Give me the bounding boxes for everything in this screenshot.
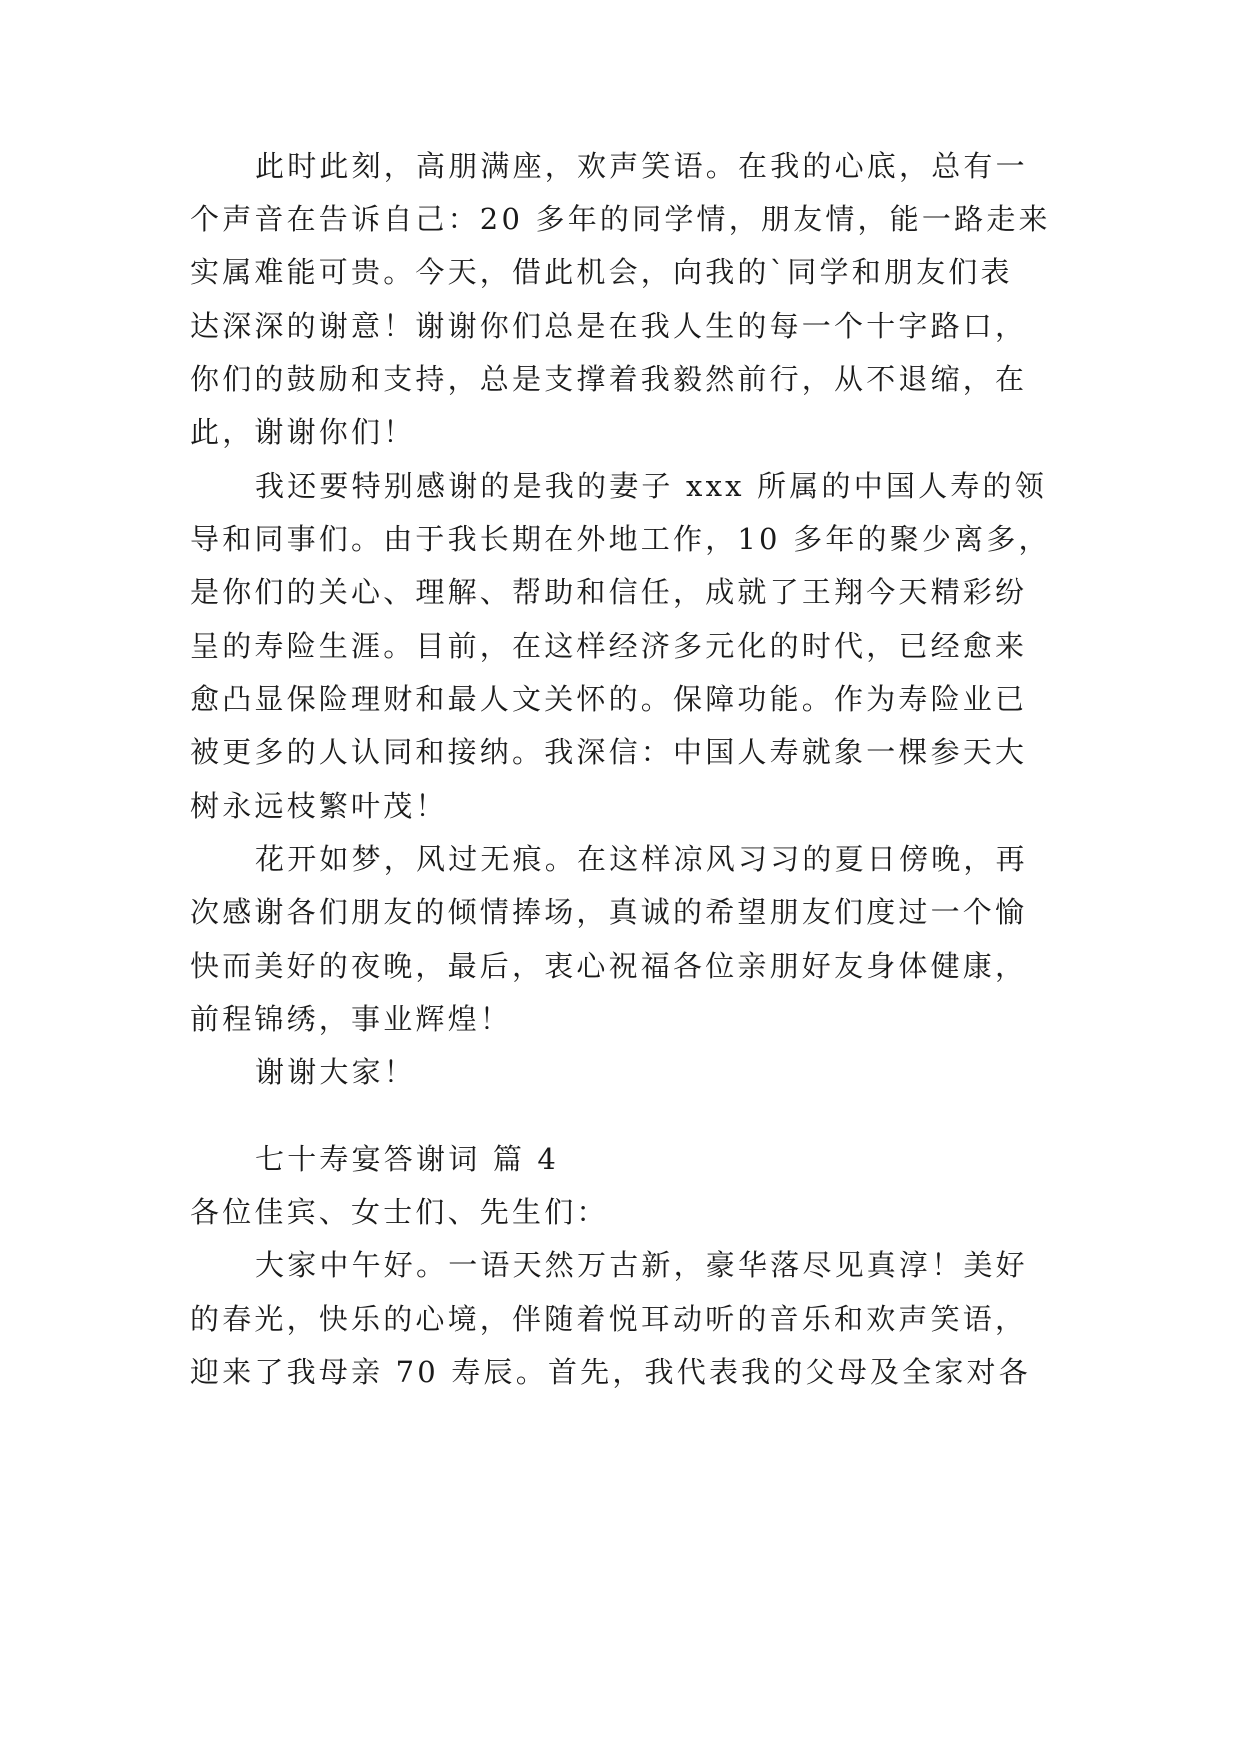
paragraph-2-line-7: 树永远枝繁叶茂！ <box>190 789 448 823</box>
section-heading: 七十寿宴答谢词 篇 4 <box>255 1142 560 1176</box>
paragraph-3-line-2: 次感谢各们朋友的倾情捧场，真诚的希望朋友们度过一个愉 <box>190 895 1028 929</box>
paragraph-2-line-3: 是你们的关心、理解、帮助和信任，成就了王翔今天精彩纷 <box>190 575 1028 609</box>
paragraph-3-line-1: 花开如梦，风过无痕。在这样凉风习习的夏日傍晚，再 <box>255 842 1028 876</box>
paragraph-1-line-1: 此时此刻，高朋满座，欢声笑语。在我的心底，总有一 <box>255 149 1028 183</box>
paragraph-3-line-3: 快而美好的夜晚，最后，衷心祝福各位亲朋好友身体健康， <box>190 949 1028 983</box>
paragraph-2-line-4: 呈的寿险生涯。目前，在这样经济多元化的时代，已经愈来 <box>190 629 1028 663</box>
paragraph-2-line-2: 导和同事们。由于我长期在外地工作，10 多年的聚少离多， <box>190 522 1051 556</box>
paragraph-2-line-6: 被更多的人认同和接纳。我深信：中国人寿就象一棵参天大 <box>190 735 1028 769</box>
paragraph-3-line-4: 前程锦绣，事业辉煌！ <box>190 1002 513 1036</box>
salutation: 各位佳宾、女士们、先生们： <box>190 1195 609 1229</box>
final-paragraph-line-1: 大家中午好。一语天然万古新，豪华落尽见真淳！美好 <box>255 1248 1028 1282</box>
paragraph-1-line-3: 实属难能可贵。今天，借此机会，向我的`同学和朋友们表 <box>190 255 1013 289</box>
final-paragraph-line-2: 的春光，快乐的心境，伴随着悦耳动听的音乐和欢声笑语， <box>190 1302 1028 1336</box>
final-paragraph-line-3: 迎来了我母亲 70 寿辰。首先，我代表我的父母及全家对各 <box>190 1355 1031 1389</box>
paragraph-2-line-5: 愈凸显保险理财和最人文关怀的。保障功能。作为寿险业已 <box>190 682 1028 716</box>
paragraph-2-line-1: 我还要特别感谢的是我的妻子 xxx 所属的中国人寿的领 <box>255 469 1047 503</box>
paragraph-1-line-4: 达深深的谢意！谢谢你们总是在我人生的每一个十字路口， <box>190 309 1028 343</box>
paragraph-4-line-1: 谢谢大家！ <box>255 1055 417 1089</box>
paragraph-1-line-5: 你们的鼓励和支持，总是支撑着我毅然前行，从不退缩，在 <box>190 362 1028 396</box>
paragraph-1-line-6: 此，谢谢你们！ <box>190 415 416 449</box>
paragraph-1-line-2: 个声音在告诉自己：20 多年的同学情，朋友情，能一路走来 <box>190 202 1051 236</box>
